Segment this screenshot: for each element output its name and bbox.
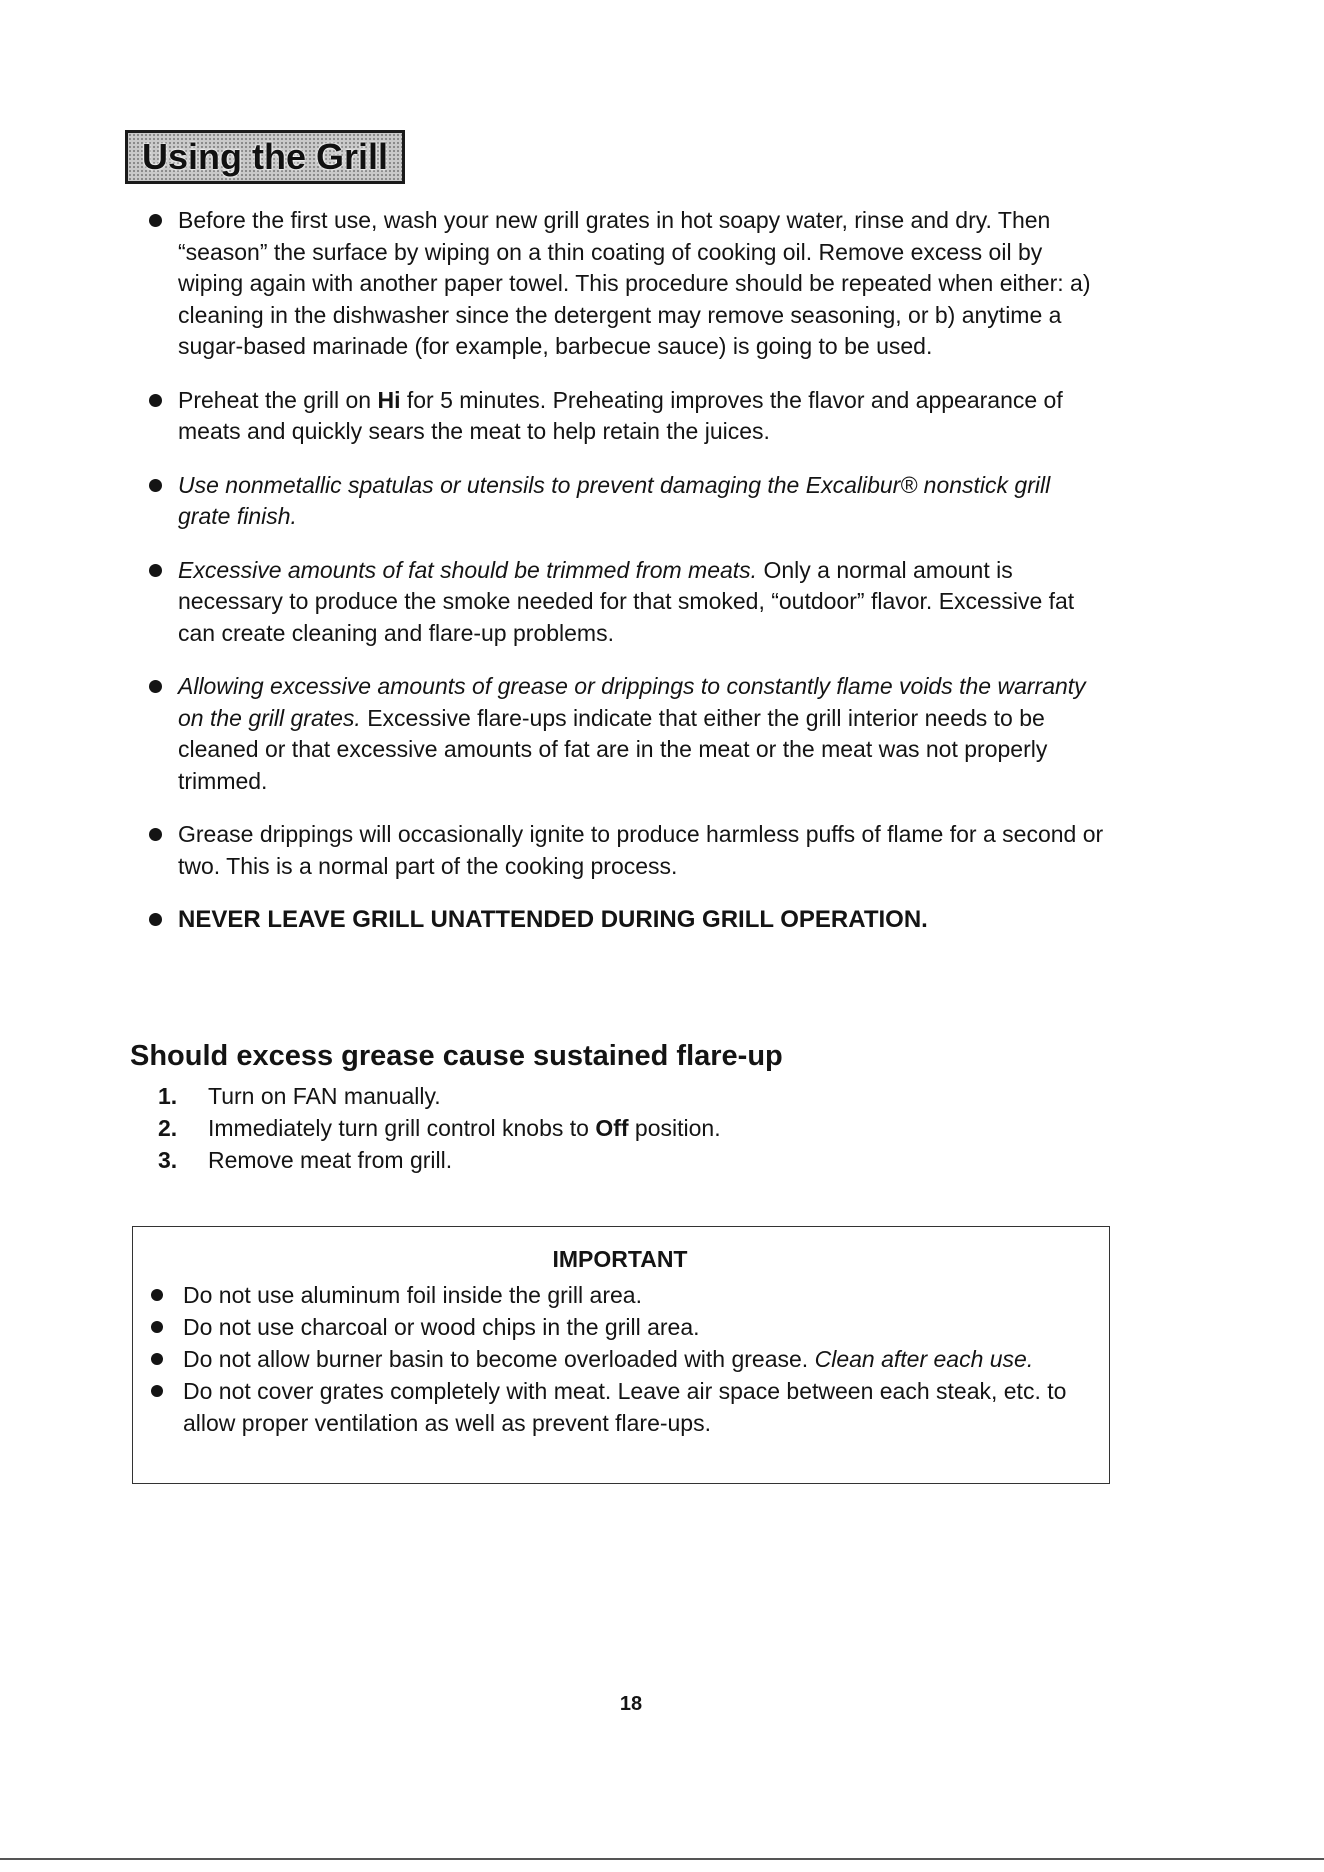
- bullet-text: Grease drippings will occasionally ignite to produce harmless puffs of flame for a second or two. This is a normal part of the cooking process.: [178, 821, 1104, 879]
- bullet-icon: [151, 1385, 163, 1397]
- list-item: [0, 1311, 1098, 1343]
- step-number: 1.: [158, 1083, 178, 1109]
- important-title: IMPORTANT: [552, 1246, 688, 1272]
- bullet-text: Preheat the grill on: [178, 386, 378, 413]
- bullet-italic-text: Excessive amounts of fat should be trimmed from meats.: [178, 556, 758, 583]
- warning-text: NEVER LEAVE GRILL UNATTENDED DURING GRILL OPERATION.: [178, 906, 928, 933]
- scan-edge-line: [0, 1858, 1324, 1860]
- step-number: 2.: [158, 1115, 178, 1141]
- list-item: [0, 904, 1106, 936]
- step-item: [0, 1144, 1324, 1176]
- important-text: Do not cover grates completely with meat. Leave air space between each steak, etc. to allow proper ventilation as well as prevent flare-ups.: [183, 1378, 1067, 1436]
- bullet-icon: [149, 680, 162, 693]
- important-italic-text: Clean after each use.: [814, 1346, 1034, 1372]
- list-item: [0, 1343, 1098, 1375]
- flareup-heading: Should excess grease cause sustained flare-up: [130, 1040, 783, 1072]
- bullet-icon: [149, 913, 162, 926]
- page-number: 18: [619, 1693, 643, 1715]
- bullet-icon: [149, 564, 162, 577]
- bullet-icon: [151, 1353, 163, 1365]
- flareup-steps: [0, 1080, 1324, 1176]
- bullet-icon: [149, 479, 162, 492]
- step-number: 3.: [158, 1147, 178, 1173]
- bullet-text: Only a normal amount is necessary to produce the smoke needed for that smoked, “outdoor” flavor. Excessive fat can create cleaning and flare-up problems.: [178, 556, 1075, 646]
- step-text: position.: [628, 1115, 721, 1141]
- list-item: [0, 205, 1106, 363]
- bullet-text: Excessive flare-ups indicate that either the grill interior needs to be cleaned or that excessive amounts of fat are in the meat or the meat was not properly trimmed.: [178, 704, 1048, 794]
- step-text: Immediately turn grill control knobs to: [208, 1115, 596, 1141]
- important-text: Do not use charcoal or wood chips in the grill area.: [183, 1314, 700, 1340]
- step-emphasis: Off: [595, 1115, 629, 1141]
- list-item: [0, 555, 1106, 650]
- bullet-text: for 5 minutes. Preheating improves the flavor and appearance of meats and quickly sears the meat to help retain the juices.: [178, 386, 1063, 444]
- important-list: [0, 1279, 1324, 1439]
- grill-usage-list: [0, 205, 1324, 958]
- section-title: Using the Grill: [125, 130, 405, 184]
- bullet-italic-text: Use nonmetallic spatulas or utensils to prevent damaging the Excalibur® nonstick grill grate finish.: [178, 471, 1051, 529]
- bullet-icon: [149, 214, 162, 227]
- list-item: [0, 819, 1106, 882]
- step-text: Turn on FAN manually.: [208, 1083, 441, 1109]
- bullet-icon: [151, 1289, 163, 1301]
- list-item: [0, 1279, 1098, 1311]
- step-text: Remove meat from grill.: [208, 1147, 453, 1173]
- important-text: Do not use aluminum foil inside the grill area.: [183, 1282, 642, 1308]
- step-item: [0, 1080, 1324, 1112]
- bullet-italic-text: Allowing excessive amounts of grease or drippings to constantly flame voids the warranty on the grill grates.: [178, 673, 1086, 731]
- bullet-emphasis: Hi: [377, 386, 401, 413]
- list-item: [0, 1375, 1098, 1439]
- important-text: Do not allow burner basin to become overloaded with grease.: [183, 1346, 815, 1372]
- bullet-icon: [149, 828, 162, 841]
- list-item: [0, 385, 1106, 448]
- step-item: [0, 1112, 1324, 1144]
- list-item: [0, 671, 1106, 797]
- list-item: [0, 470, 1106, 533]
- bullet-text: Before the first use, wash your new grill grates in hot soapy water, rinse and dry. Then “season” the surface by wiping on a thin coating of cooking oil. Remove excess oil by wiping again with another paper towel. This procedure should be repeated when either: a) cleaning in the dishwasher since the detergent may remove seasoning, or b) anytime a sugar-based marinade (for example, barbecue sauce) is going to be used.: [178, 207, 1091, 359]
- bullet-icon: [149, 394, 162, 407]
- bullet-icon: [151, 1321, 163, 1333]
